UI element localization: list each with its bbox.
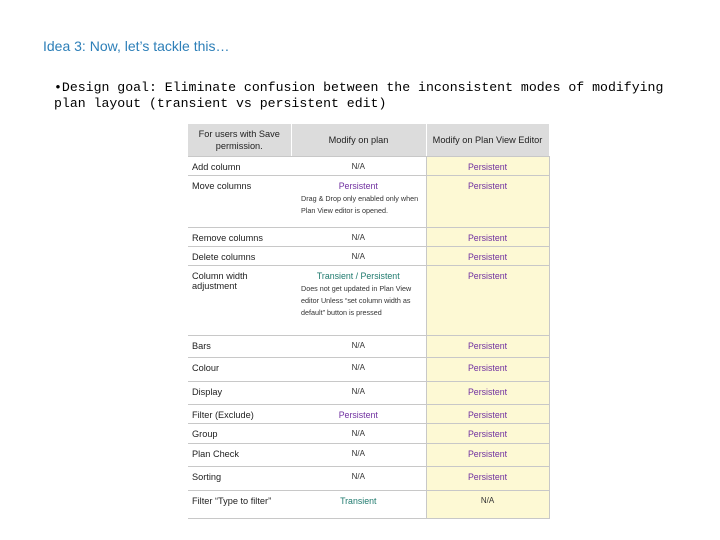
editor-mode-cell	[426, 491, 549, 519]
table-row	[188, 266, 549, 336]
table-row	[188, 247, 549, 266]
plan-mode-value: N/A	[351, 162, 365, 171]
plan-mode-cell	[291, 228, 426, 247]
plan-mode-cell	[291, 157, 426, 176]
plan-mode-value: N/A	[351, 472, 365, 481]
table-row	[188, 491, 549, 519]
feature-label: Add column	[192, 162, 241, 172]
editor-mode-cell	[426, 157, 549, 176]
table-header-row	[188, 124, 549, 157]
plan-mode-cell	[291, 424, 426, 444]
editor-mode-cell	[426, 382, 549, 405]
header-modify-on-editor: Modify on Plan View Editor	[426, 124, 549, 157]
editor-mode-value: N/A	[480, 496, 495, 505]
plan-mode-value: N/A	[351, 252, 365, 261]
feature-cell	[188, 444, 291, 467]
feature-cell	[188, 467, 291, 491]
editor-mode-cell	[426, 266, 549, 336]
header-feature: For users with Save permission.	[188, 124, 291, 157]
plan-mode-note: Does not get updated in Plan View editor Unless “set column width as default” button is pressed	[301, 284, 412, 317]
header-modify-on-plan: Modify on plan	[291, 124, 426, 157]
feature-label: Filter “Type to filter”	[192, 496, 272, 506]
editor-mode-cell	[426, 247, 549, 266]
feature-cell	[188, 176, 291, 228]
editor-mode-value: Persistent	[467, 252, 508, 262]
feature-label: Group	[192, 429, 218, 439]
feature-label: Display	[192, 387, 223, 397]
plan-mode-cell	[291, 491, 426, 519]
table-row	[188, 228, 549, 247]
table-row	[188, 405, 549, 424]
feature-cell	[188, 266, 291, 336]
comparison-table	[188, 124, 550, 519]
plan-mode-cell	[291, 176, 426, 228]
plan-mode-cell	[291, 358, 426, 382]
feature-cell	[188, 424, 291, 444]
plan-mode-value: N/A	[351, 449, 365, 458]
editor-mode-cell	[426, 228, 549, 247]
editor-mode-value: Persistent	[467, 271, 508, 281]
editor-mode-cell	[426, 176, 549, 228]
editor-mode-value: Persistent	[467, 341, 508, 351]
plan-mode-value: N/A	[351, 363, 365, 372]
plan-mode-cell	[291, 247, 426, 266]
plan-mode-cell	[291, 382, 426, 405]
plan-mode-cell	[291, 467, 426, 491]
feature-cell	[188, 228, 291, 247]
editor-mode-value: Persistent	[467, 363, 508, 373]
feature-label: Bars	[192, 341, 211, 351]
plan-mode-cell	[291, 336, 426, 358]
table-row	[188, 157, 549, 176]
feature-label: Plan Check	[192, 449, 239, 459]
feature-label: Filter (Exclude)	[192, 410, 254, 420]
feature-label: Remove columns	[192, 233, 263, 243]
editor-mode-cell	[426, 405, 549, 424]
table-row	[188, 467, 549, 491]
feature-label: Delete columns	[192, 252, 256, 262]
table-row	[188, 382, 549, 405]
editor-mode-value: Persistent	[467, 472, 508, 482]
editor-mode-cell	[426, 336, 549, 358]
feature-label: Move columns	[192, 181, 252, 191]
feature-cell	[188, 358, 291, 382]
plan-mode-cell	[291, 266, 426, 336]
feature-label: Column width adjustment	[192, 271, 248, 291]
plan-mode-value: N/A	[351, 341, 365, 350]
plan-mode-value: N/A	[351, 429, 365, 438]
editor-mode-cell	[426, 424, 549, 444]
plan-mode-value: Transient	[340, 496, 377, 506]
design-goal-text: •Design goal: Eliminate confusion between the inconsistent modes of modifying plan layout (transient vs persistent edit)	[54, 80, 664, 111]
table-row	[188, 358, 549, 382]
slide-title: Idea 3: Now, let’s tackle this…	[43, 38, 230, 54]
feature-cell	[188, 247, 291, 266]
editor-mode-value: Persistent	[467, 162, 508, 172]
editor-mode-value: Persistent	[467, 410, 508, 420]
editor-mode-cell	[426, 358, 549, 382]
plan-mode-note: Drag & Drop only enabled only when Plan View editor is opened.	[301, 194, 419, 215]
table-row	[188, 176, 549, 228]
table-row	[188, 444, 549, 467]
plan-mode-cell	[291, 405, 426, 424]
editor-mode-value: Persistent	[467, 387, 508, 397]
table-row	[188, 336, 549, 358]
plan-mode-value: Persistent	[338, 181, 378, 191]
editor-mode-cell	[426, 444, 549, 467]
editor-mode-value: Persistent	[467, 233, 508, 243]
editor-mode-value: Persistent	[467, 429, 508, 439]
editor-mode-value: Persistent	[467, 449, 508, 459]
editor-mode-cell	[426, 467, 549, 491]
table-row	[188, 424, 549, 444]
plan-mode-value: Persistent	[338, 410, 378, 420]
feature-cell	[188, 491, 291, 519]
feature-label: Sorting	[192, 472, 222, 482]
feature-label: Colour	[192, 363, 220, 373]
plan-mode-value: N/A	[351, 233, 365, 242]
plan-mode-value: N/A	[351, 387, 365, 396]
editor-mode-value: Persistent	[467, 181, 508, 191]
feature-cell	[188, 405, 291, 424]
plan-mode-value: Transient / Persistent	[316, 271, 400, 281]
plan-mode-cell	[291, 444, 426, 467]
feature-cell	[188, 336, 291, 358]
feature-cell	[188, 157, 291, 176]
feature-cell	[188, 382, 291, 405]
